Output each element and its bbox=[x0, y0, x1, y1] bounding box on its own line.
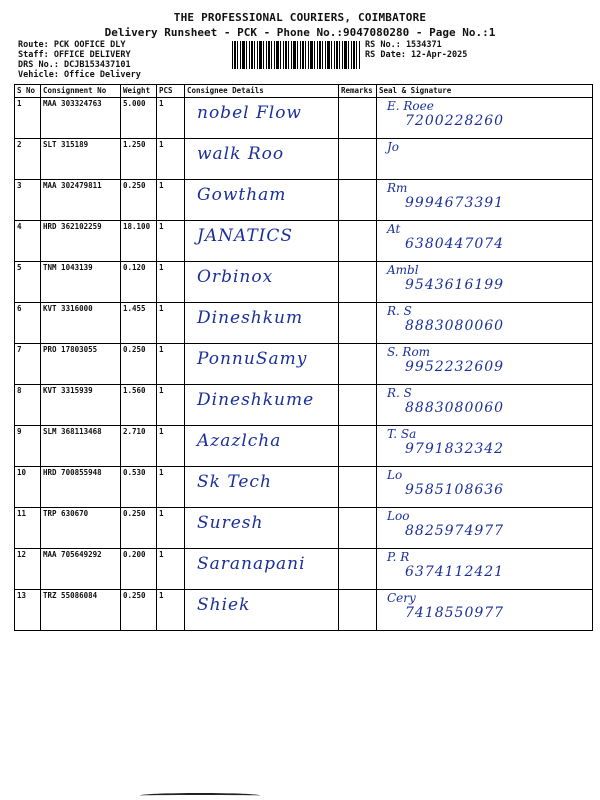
cell-pcs: 1 bbox=[157, 98, 185, 139]
cell-sno: 5 bbox=[15, 262, 41, 303]
cell-consignee-handwritten bbox=[185, 98, 339, 139]
cell-consignee-handwritten bbox=[185, 221, 339, 262]
handwritten-phone: 6380447074 bbox=[405, 236, 505, 252]
col-header-pcs: PCS bbox=[157, 85, 185, 98]
handwritten-consignee: Saranapani bbox=[197, 554, 306, 574]
cell-consignee-handwritten bbox=[185, 262, 339, 303]
table-row bbox=[15, 508, 593, 549]
rs-number: RS No.: 1534371 bbox=[365, 40, 442, 50]
col-header-signature: Seal & Signature bbox=[377, 85, 593, 98]
handwritten-phone: 6374112421 bbox=[405, 564, 505, 580]
cell-remarks bbox=[339, 590, 377, 631]
cell-sno: 10 bbox=[15, 467, 41, 508]
cell-consignment-no: TRP 630670 bbox=[41, 508, 121, 549]
handwritten-phone: 9952232609 bbox=[405, 359, 505, 375]
cell-consignment-no: PRO 17803055 bbox=[41, 344, 121, 385]
table-row bbox=[15, 180, 593, 221]
cell-sno: 13 bbox=[15, 590, 41, 631]
cell-consignment-no: KVT 3316000 bbox=[41, 303, 121, 344]
handwritten-phone: 9585108636 bbox=[405, 482, 505, 498]
cell-consignee-handwritten bbox=[185, 426, 339, 467]
cell-signature bbox=[377, 467, 593, 508]
runsheet-subtitle: Delivery Runsheet - PCK - Phone No.:9047080280 - Page No.:1 bbox=[104, 26, 496, 39]
cell-pcs: 1 bbox=[157, 385, 185, 426]
signature-mark: T. Sa bbox=[387, 427, 417, 441]
signature-mark: Lo bbox=[387, 468, 403, 482]
cell-consignee-handwritten bbox=[185, 549, 339, 590]
rs-date: RS Date: 12-Apr-2025 bbox=[365, 50, 468, 60]
drs-label: DRS No.: DCJB153437101 bbox=[18, 60, 131, 70]
cell-signature bbox=[377, 262, 593, 303]
table-header-row bbox=[15, 85, 593, 98]
cell-signature bbox=[377, 221, 593, 262]
table-row bbox=[15, 98, 593, 139]
handwritten-consignee: Azazlcha bbox=[197, 431, 282, 451]
vehicle-label: Vehicle: Office Delivery bbox=[18, 70, 141, 80]
signature-mark: P. R bbox=[387, 550, 410, 564]
cell-weight: 0.250 bbox=[121, 344, 157, 385]
barcode-image bbox=[232, 41, 360, 69]
signature-mark: Ambl bbox=[387, 263, 419, 277]
signature-mark: E. Roee bbox=[387, 99, 434, 113]
cell-weight: 0.250 bbox=[121, 590, 157, 631]
cell-pcs: 1 bbox=[157, 590, 185, 631]
handwritten-phone: 8883080060 bbox=[405, 400, 505, 416]
handwritten-consignee: JANATICS bbox=[197, 226, 294, 246]
signature-mark: R. S bbox=[387, 304, 412, 318]
handwritten-consignee: Dineshkum bbox=[197, 308, 304, 328]
route-label: Route: PCK OOFICE DLY bbox=[18, 40, 126, 50]
handwritten-consignee: walk Roo bbox=[197, 144, 285, 164]
cell-weight: 0.250 bbox=[121, 180, 157, 221]
cell-remarks bbox=[339, 262, 377, 303]
handwritten-consignee: nobel Flow bbox=[197, 103, 302, 123]
cell-weight: 2.710 bbox=[121, 426, 157, 467]
col-header-remarks: Remarks bbox=[339, 85, 377, 98]
cell-remarks bbox=[339, 549, 377, 590]
cell-pcs: 1 bbox=[157, 344, 185, 385]
cell-signature bbox=[377, 590, 593, 631]
cell-pcs: 1 bbox=[157, 549, 185, 590]
cell-consignment-no: KVT 3315939 bbox=[41, 385, 121, 426]
signature-mark: Cery bbox=[387, 591, 416, 605]
cell-remarks bbox=[339, 508, 377, 549]
cell-weight: 5.000 bbox=[121, 98, 157, 139]
cell-remarks bbox=[339, 139, 377, 180]
table-row bbox=[15, 262, 593, 303]
cell-signature bbox=[377, 139, 593, 180]
cell-consignment-no: HRD 700855948 bbox=[41, 467, 121, 508]
handwritten-consignee: Gowtham bbox=[197, 185, 287, 205]
cell-pcs: 1 bbox=[157, 221, 185, 262]
handwritten-phone: 7200228260 bbox=[405, 113, 505, 129]
cell-signature bbox=[377, 508, 593, 549]
signature-mark: Jo bbox=[387, 140, 400, 154]
cell-sno: 4 bbox=[15, 221, 41, 262]
handwritten-consignee: PonnuSamy bbox=[197, 349, 308, 369]
cell-pcs: 1 bbox=[157, 426, 185, 467]
handwritten-consignee: Sk Tech bbox=[197, 472, 272, 492]
cell-signature bbox=[377, 426, 593, 467]
handwritten-consignee: Shiek bbox=[197, 595, 251, 615]
handwritten-phone: 8883080060 bbox=[405, 318, 505, 334]
cell-consignment-no: MAA 303324763 bbox=[41, 98, 121, 139]
cell-consignee-handwritten bbox=[185, 344, 339, 385]
staff-label: Staff: OFFICE DELIVERY bbox=[18, 50, 131, 60]
cell-consignment-no: SLM 368113468 bbox=[41, 426, 121, 467]
cell-consignee-handwritten bbox=[185, 467, 339, 508]
cell-remarks bbox=[339, 303, 377, 344]
table-row bbox=[15, 590, 593, 631]
cell-consignee-handwritten bbox=[185, 590, 339, 631]
cell-consignee-handwritten bbox=[185, 508, 339, 549]
handwritten-consignee: Dineshkume bbox=[197, 390, 315, 410]
cell-weight: 1.250 bbox=[121, 139, 157, 180]
cell-consignment-no: SLT 315189 bbox=[41, 139, 121, 180]
handwritten-phone: 7418550977 bbox=[405, 605, 505, 621]
cell-sno: 1 bbox=[15, 98, 41, 139]
cell-consignee-handwritten bbox=[185, 385, 339, 426]
cell-weight: 0.120 bbox=[121, 262, 157, 303]
cell-signature bbox=[377, 385, 593, 426]
cell-consignee-handwritten bbox=[185, 180, 339, 221]
cell-sno: 2 bbox=[15, 139, 41, 180]
scan-artifact bbox=[140, 793, 260, 798]
col-header-consignment: Consignment No bbox=[41, 85, 121, 98]
cell-pcs: 1 bbox=[157, 139, 185, 180]
handwritten-consignee: Orbinox bbox=[197, 267, 274, 287]
cell-sno: 11 bbox=[15, 508, 41, 549]
cell-signature bbox=[377, 180, 593, 221]
cell-remarks bbox=[339, 98, 377, 139]
handwritten-phone: 9994673391 bbox=[405, 195, 505, 211]
handwritten-phone: 9543616199 bbox=[405, 277, 505, 293]
cell-weight: 1.455 bbox=[121, 303, 157, 344]
cell-weight: 0.200 bbox=[121, 549, 157, 590]
cell-pcs: 1 bbox=[157, 508, 185, 549]
cell-weight: 18.100 bbox=[121, 221, 157, 262]
company-title: THE PROFESSIONAL COURIERS, COIMBATORE bbox=[173, 11, 427, 24]
table-row bbox=[15, 426, 593, 467]
table-row bbox=[15, 549, 593, 590]
cell-sno: 9 bbox=[15, 426, 41, 467]
cell-weight: 0.250 bbox=[121, 508, 157, 549]
cell-signature bbox=[377, 549, 593, 590]
cell-consignment-no: TNM 1043139 bbox=[41, 262, 121, 303]
meta-right-block bbox=[365, 40, 467, 60]
cell-consignment-no: MAA 705649292 bbox=[41, 549, 121, 590]
col-header-sno: S No bbox=[15, 85, 41, 98]
signature-mark: At bbox=[387, 222, 401, 236]
cell-remarks bbox=[339, 467, 377, 508]
cell-weight: 1.560 bbox=[121, 385, 157, 426]
cell-pcs: 1 bbox=[157, 180, 185, 221]
signature-mark: R. S bbox=[387, 386, 412, 400]
signature-mark: S. Rom bbox=[387, 345, 431, 359]
cell-sno: 12 bbox=[15, 549, 41, 590]
cell-pcs: 1 bbox=[157, 262, 185, 303]
table-row bbox=[15, 139, 593, 180]
cell-pcs: 1 bbox=[157, 467, 185, 508]
cell-remarks bbox=[339, 221, 377, 262]
cell-sno: 3 bbox=[15, 180, 41, 221]
cell-remarks bbox=[339, 180, 377, 221]
cell-consignment-no: MAA 302479811 bbox=[41, 180, 121, 221]
col-header-weight: Weight bbox=[121, 85, 157, 98]
cell-remarks bbox=[339, 426, 377, 467]
cell-consignment-no: TRZ 55086084 bbox=[41, 590, 121, 631]
table-row bbox=[15, 385, 593, 426]
handwritten-phone: 8825974977 bbox=[405, 523, 505, 539]
handwritten-phone: 9791832342 bbox=[405, 441, 505, 457]
table-row bbox=[15, 221, 593, 262]
handwritten-consignee: Suresh bbox=[197, 513, 264, 533]
cell-signature bbox=[377, 98, 593, 139]
cell-sno: 7 bbox=[15, 344, 41, 385]
cell-remarks bbox=[339, 385, 377, 426]
meta-left-block bbox=[18, 40, 141, 80]
cell-weight: 0.530 bbox=[121, 467, 157, 508]
cell-signature bbox=[377, 344, 593, 385]
cell-sno: 6 bbox=[15, 303, 41, 344]
runsheet-table bbox=[14, 84, 593, 631]
cell-sno: 8 bbox=[15, 385, 41, 426]
signature-mark: Loo bbox=[387, 509, 410, 523]
cell-consignee-handwritten bbox=[185, 139, 339, 180]
cell-signature bbox=[377, 303, 593, 344]
cell-consignment-no: HRD 362102259 bbox=[41, 221, 121, 262]
col-header-consignee: Consignee Details bbox=[185, 85, 339, 98]
cell-pcs: 1 bbox=[157, 303, 185, 344]
table-row bbox=[15, 303, 593, 344]
cell-remarks bbox=[339, 344, 377, 385]
table-row bbox=[15, 467, 593, 508]
signature-mark: Rm bbox=[387, 181, 408, 195]
table-row bbox=[15, 344, 593, 385]
cell-consignee-handwritten bbox=[185, 303, 339, 344]
